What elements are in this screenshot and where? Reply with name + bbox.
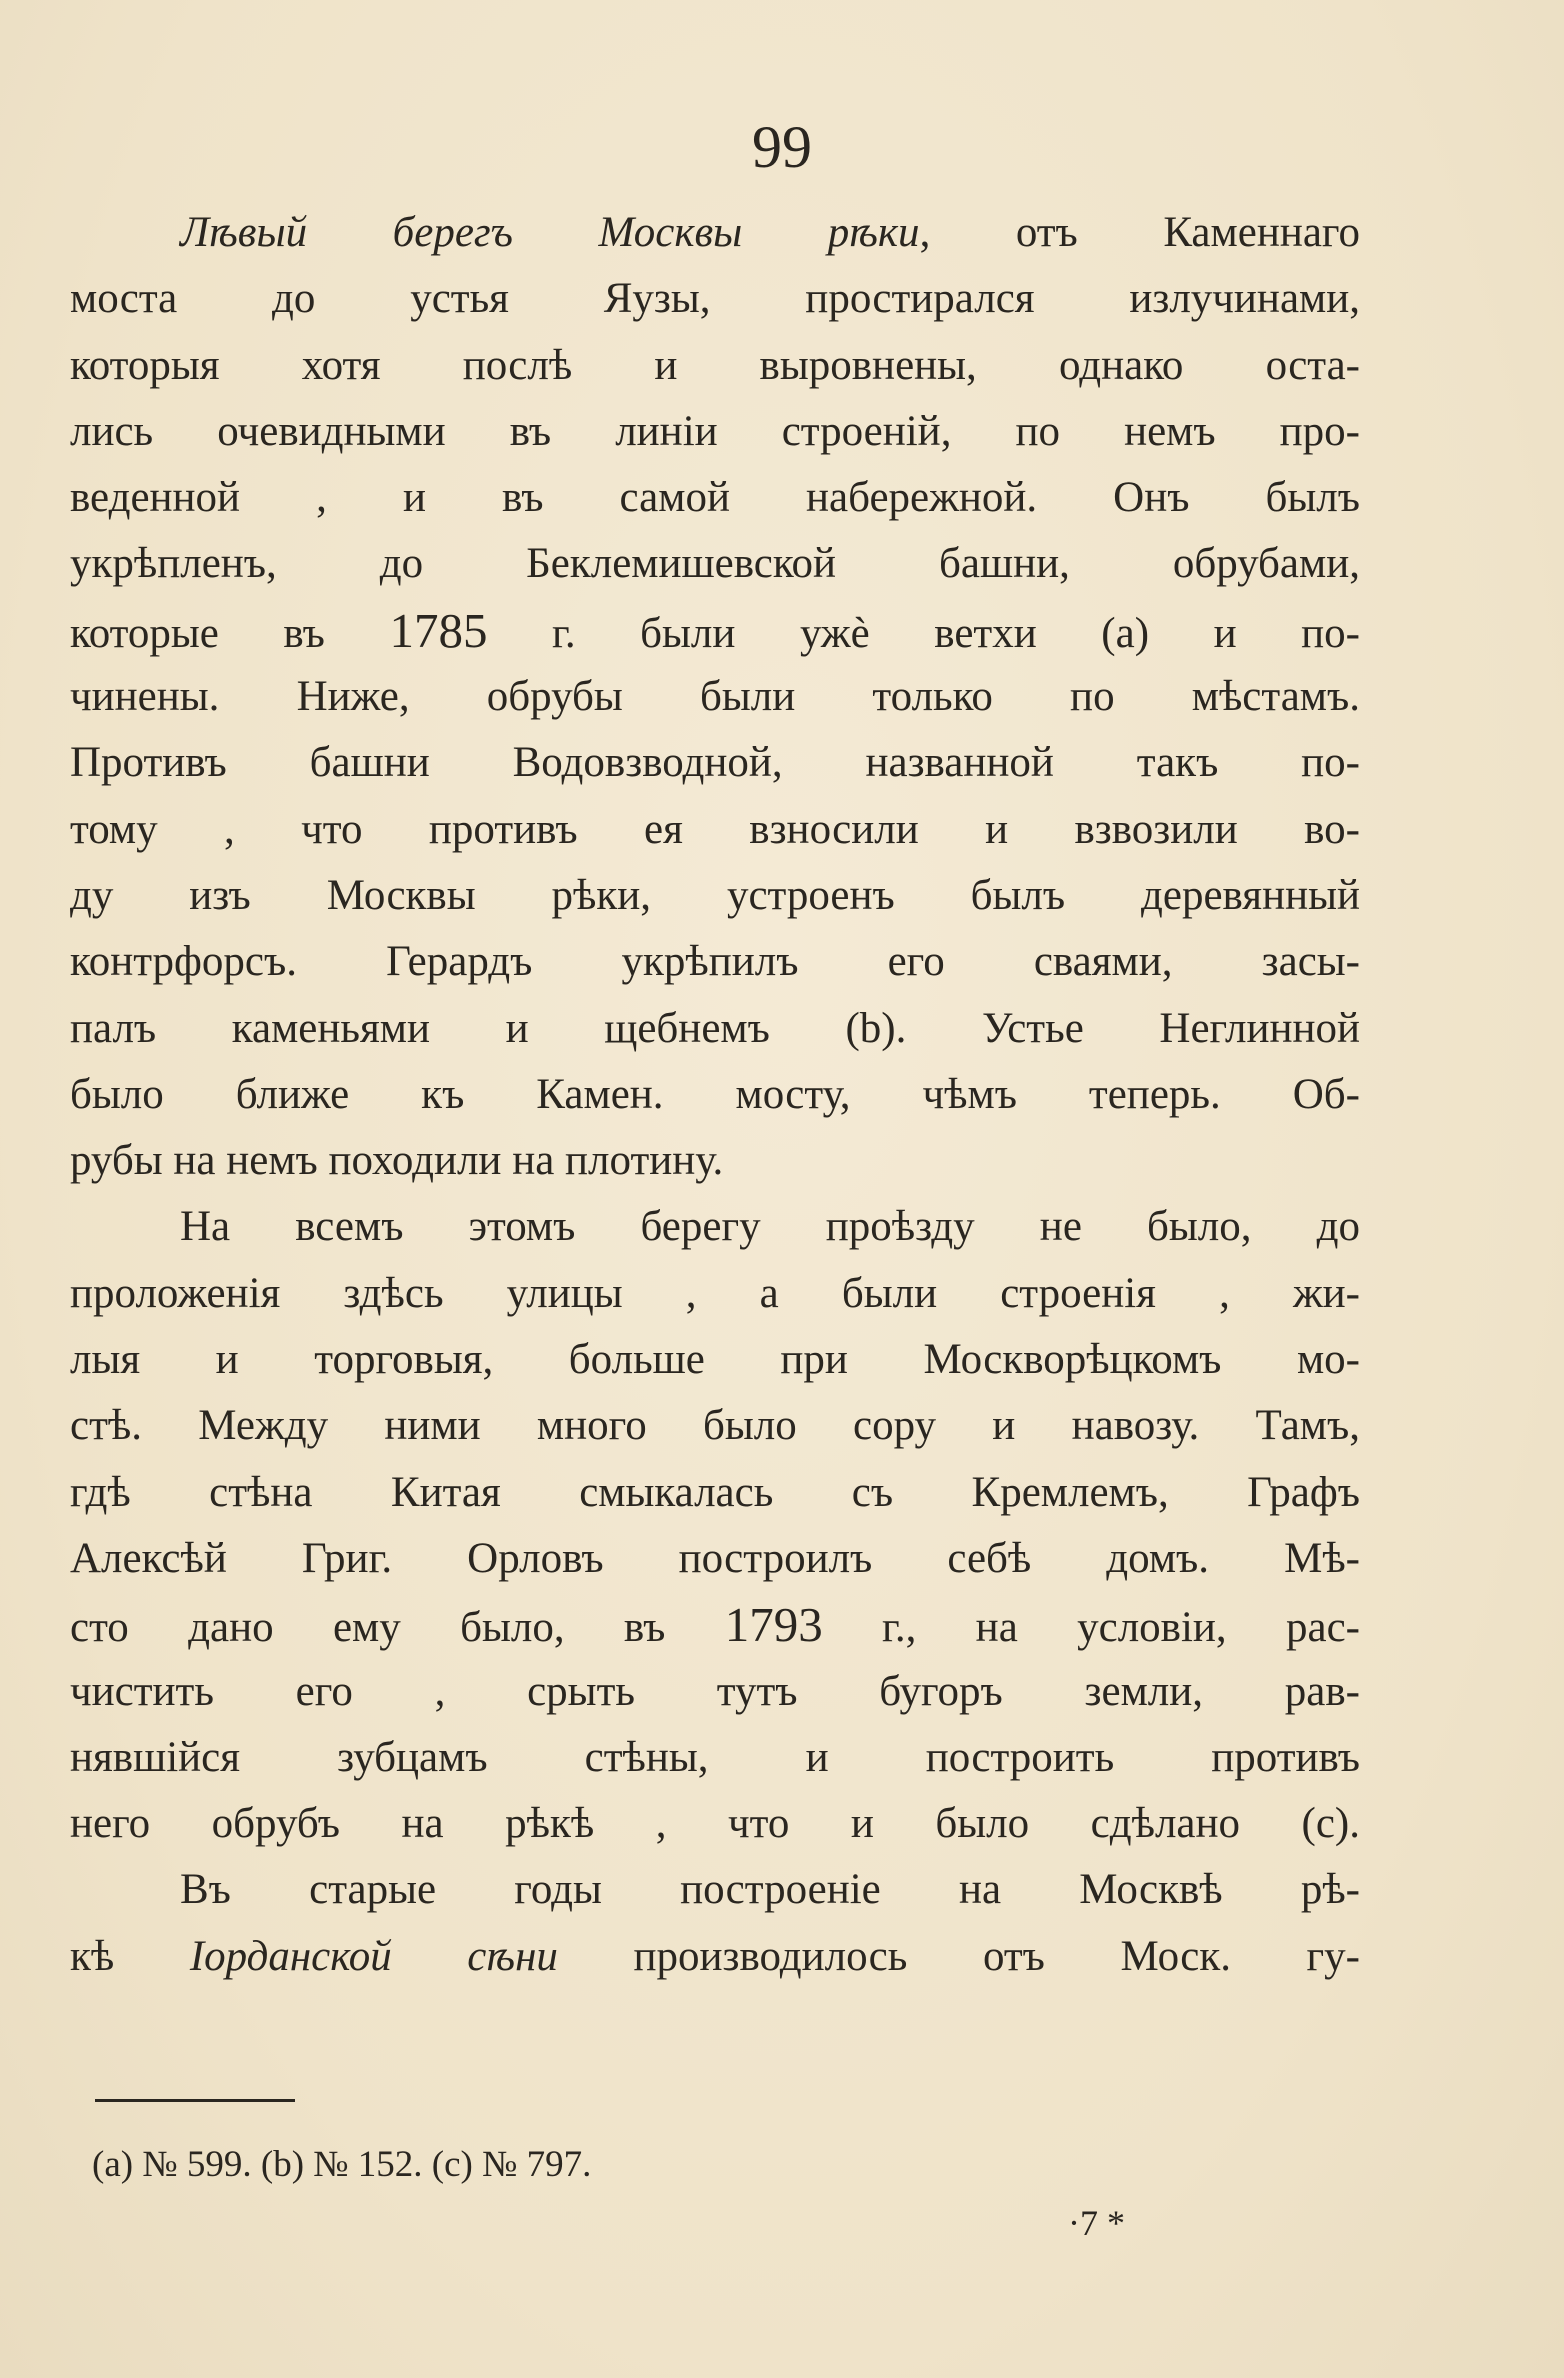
text-line bbox=[70, 200, 1360, 266]
year-number: 1793 bbox=[724, 1597, 823, 1653]
text-line bbox=[70, 1393, 1360, 1459]
text-line bbox=[70, 929, 1360, 995]
text-segment: ду изъ Москвы рѣки, устроенъ былъ деревянный bbox=[70, 871, 1360, 919]
signature-mark: ·7 * bbox=[1068, 2203, 1125, 2243]
text-segment: палъ каменьями и щебнемъ (b). Устье Неглинной bbox=[70, 1004, 1360, 1052]
italic-phrase: Лѣвый берегъ Москвы рѣки bbox=[180, 209, 920, 256]
text-line bbox=[70, 531, 1360, 597]
text-line bbox=[70, 598, 1360, 664]
text-line bbox=[70, 797, 1360, 863]
text-segment: На всемъ этомъ берегу проѣзду не было, до bbox=[180, 1203, 1360, 1251]
text-line bbox=[70, 1857, 1360, 1923]
text-segment: чинены. Ниже, обрубы были только по мѣстамъ. bbox=[70, 673, 1360, 721]
text-line bbox=[70, 1128, 1360, 1194]
text-segment: производилось отъ Моск. гу- bbox=[557, 1932, 1360, 1980]
text-line bbox=[70, 333, 1360, 399]
text-line bbox=[70, 399, 1360, 465]
text-line bbox=[70, 1924, 1360, 1990]
text-segment: тому , что противъ ея взносили и взвозили во- bbox=[70, 805, 1360, 853]
text-line bbox=[70, 730, 1360, 796]
text-segment: лись очевидными въ линіи строеній, по немъ про- bbox=[70, 407, 1360, 455]
text-segment: проложенія здѣсь улицы , а были строенія , жи- bbox=[70, 1269, 1360, 1317]
text-segment: было ближе къ Камен. мосту, чѣмъ теперь. Об- bbox=[70, 1070, 1360, 1118]
text-segment: которыя хотя послѣ и выровнены, однако оста- bbox=[70, 341, 1360, 389]
text-segment: г., на условіи, рас- bbox=[822, 1604, 1360, 1652]
italic-phrase: Iорданской сѣни bbox=[189, 1932, 558, 1980]
text-line bbox=[70, 1327, 1360, 1393]
text-line bbox=[70, 996, 1360, 1062]
text-line bbox=[70, 266, 1360, 332]
year-number: 1785 bbox=[389, 602, 488, 658]
text-line bbox=[70, 1659, 1360, 1725]
text-line bbox=[70, 1460, 1360, 1526]
text-segment: стѣ. Между ними много было сору и навозу. Тамъ, bbox=[70, 1402, 1360, 1450]
text-line bbox=[70, 863, 1360, 929]
text-segment: Въ старые годы построеніе на Москвѣ рѣ- bbox=[180, 1866, 1360, 1914]
page-number: 99 bbox=[752, 114, 812, 180]
text-segment: , отъ Каменнаго bbox=[919, 209, 1360, 256]
text-line bbox=[70, 1062, 1360, 1128]
text-segment: рубы на немъ походили на плотину. bbox=[70, 1137, 724, 1185]
text-segment: гдѣ стѣна Китая смыкалась съ Кремлемъ, Графъ bbox=[70, 1468, 1360, 1516]
text-segment: моста до устья Яузы, простирался излучинами, bbox=[70, 275, 1360, 323]
text-segment: лыя и торговыя, больше при Москворѣцкомъ мо- bbox=[70, 1336, 1360, 1384]
text-segment: контрфорсъ. Герардъ укрѣпилъ его сваями, засы- bbox=[70, 938, 1360, 986]
text-line bbox=[70, 1194, 1360, 1260]
text-segment: нявшійся зубцамъ стѣны, и построить противъ bbox=[70, 1733, 1360, 1781]
text-segment: укрѣпленъ, до Беклемишевской башни, обрубами, bbox=[70, 540, 1360, 588]
text-segment: которые въ bbox=[70, 609, 390, 657]
text-segment: него обрубъ на рѣкѣ , что и было сдѣлано (с). bbox=[70, 1800, 1360, 1848]
text-segment: сто дано ему было, въ bbox=[70, 1604, 725, 1652]
text-line bbox=[70, 1526, 1360, 1592]
text-line bbox=[70, 664, 1360, 730]
text-line bbox=[70, 1592, 1360, 1658]
footnote-rule bbox=[95, 2099, 295, 2102]
text-line bbox=[70, 1725, 1360, 1791]
footnotes: (а) № 599. (b) № 152. (с) № 797. bbox=[92, 2144, 592, 2185]
main-text bbox=[70, 200, 1360, 1990]
text-line bbox=[70, 1261, 1360, 1327]
text-segment: Противъ башни Водовзводной, названной такъ по- bbox=[70, 739, 1360, 787]
text-segment: кѣ bbox=[70, 1932, 190, 1980]
text-segment: веденной , и въ самой набережной. Онъ былъ bbox=[70, 474, 1360, 522]
text-segment: г. были ужѐ ветхи (а) и по- bbox=[487, 609, 1361, 657]
text-segment: чистить его , срыть тутъ бугоръ земли, рав- bbox=[70, 1667, 1360, 1715]
text-line bbox=[70, 1791, 1360, 1857]
text-segment: Алексѣй Григ. Орловъ построилъ себѣ домъ. Мѣ- bbox=[70, 1534, 1360, 1582]
text-line bbox=[70, 465, 1360, 531]
